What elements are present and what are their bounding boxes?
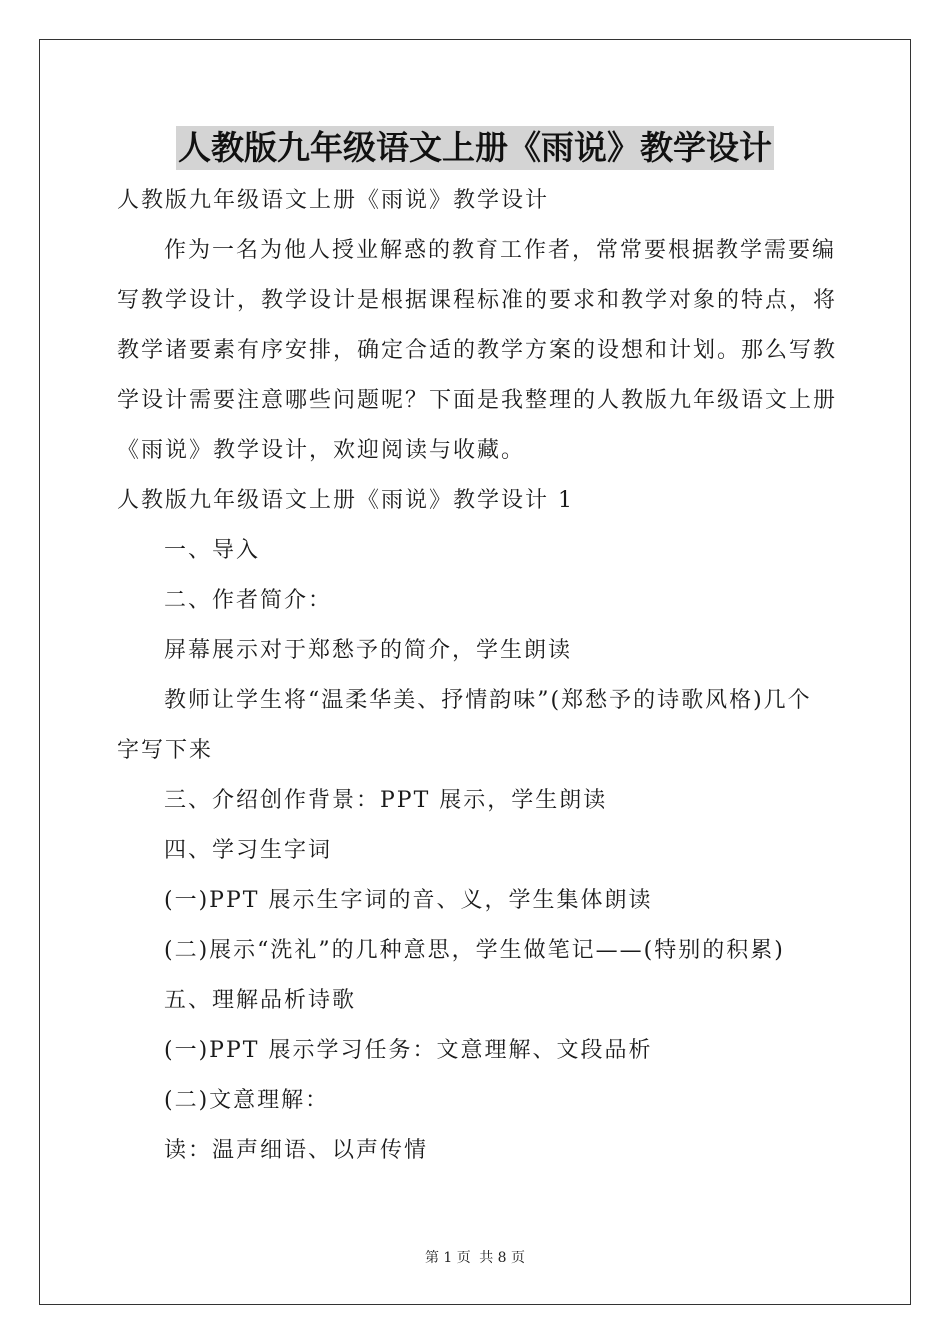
list-item: 屏幕展示对于郑愁予的简介，学生朗读 — [164, 638, 573, 663]
page-footer — [0, 1247, 950, 1267]
document-body — [117, 176, 837, 1176]
intro-line-1: 作为一名为他人授业解惑的教育工作者，常常要根据教学需要编 — [164, 238, 837, 263]
list-item: 五、理解品析诗歌 — [164, 988, 357, 1013]
intro-line-2: 写教学设计，教学设计是根据课程标准的要求和教学对象的特点，将 — [117, 288, 838, 313]
list-item: 四、学习生字词 — [164, 838, 333, 863]
list-item: (一)PPT 展示学习任务：文意理解、文段品析 — [164, 1038, 653, 1063]
list-item: 二、作者简介： — [164, 588, 333, 613]
intro-line-5: 《雨说》教学设计，欢迎阅读与收藏。 — [117, 438, 526, 463]
list-item: (一)PPT 展示生字词的音、义，学生集体朗读 — [164, 888, 653, 913]
intro-line-4: 学设计需要注意哪些问题呢？下面是我整理的人教版九年级语文上册 — [117, 388, 838, 413]
page-number: 第 1 页 — [424, 1250, 471, 1266]
list-item: 一、导入 — [164, 538, 261, 563]
list-item: 教师让学生将“温柔华美、抒情韵味”(郑愁予的诗歌风格)几个 — [164, 688, 812, 713]
section-heading: 人教版九年级语文上册《雨说》教学设计 1 — [117, 488, 574, 513]
list-item: 三、介绍创作背景：PPT 展示，学生朗读 — [164, 788, 608, 813]
subtitle-line: 人教版九年级语文上册《雨说》教学设计 — [117, 188, 550, 213]
intro-line-3: 教学诸要素有序安排，确定合适的教学方案的设想和计划。那么写教 — [117, 338, 838, 363]
list-item: (二)文意理解： — [164, 1088, 330, 1113]
list-item: (二)展示“洗礼”的几种意思，学生做笔记——(特别的积累) — [164, 938, 785, 963]
list-item: 读：温声细语、以声传情 — [164, 1138, 429, 1163]
list-item-continuation: 字写下来 — [117, 738, 214, 763]
title-wrap — [0, 126, 950, 170]
document-title: 人教版九年级语文上册《雨说》教学设计 — [176, 126, 774, 170]
total-pages: 共 8 页 — [479, 1250, 526, 1266]
